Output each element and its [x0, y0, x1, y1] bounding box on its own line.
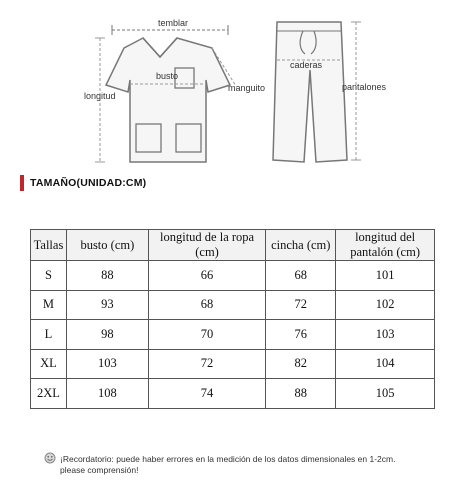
- table-header-row: [31, 230, 435, 261]
- table-cell: 103: [66, 349, 148, 379]
- label-hips: caderas: [290, 60, 323, 70]
- scrubs-diagram: [0, 0, 466, 175]
- table-cell: 105: [336, 379, 435, 409]
- table-cell: 102: [336, 290, 435, 320]
- table-row: [31, 320, 435, 350]
- table-cell: 88: [66, 261, 148, 291]
- smiley-icon: [44, 452, 56, 464]
- table-cell: S: [31, 261, 67, 291]
- table-cell: 82: [266, 349, 336, 379]
- header-cell: Tallas: [31, 230, 67, 261]
- table-cell: 66: [148, 261, 266, 291]
- table-cell: 68: [266, 261, 336, 291]
- header-cell: longitud del pantalón (cm): [336, 230, 435, 261]
- table-cell: 108: [66, 379, 148, 409]
- reminder-note: [60, 454, 395, 476]
- header-cell: longitud de la ropa (cm): [148, 230, 266, 261]
- table-cell: 72: [148, 349, 266, 379]
- table-row: [31, 349, 435, 379]
- table-cell: 98: [66, 320, 148, 350]
- table-cell: M: [31, 290, 67, 320]
- table-row: [31, 261, 435, 291]
- reminder-line-2: please comprensión!: [60, 465, 139, 475]
- table-cell: 68: [148, 290, 266, 320]
- table-cell: 74: [148, 379, 266, 409]
- table-row: [31, 290, 435, 320]
- table-cell: 101: [336, 261, 435, 291]
- table-cell: 72: [266, 290, 336, 320]
- section-header: [20, 175, 146, 191]
- table-cell: 103: [336, 320, 435, 350]
- label-pants: pantalones: [342, 82, 387, 92]
- section-accent-bar: [20, 175, 24, 191]
- table-cell: 2XL: [31, 379, 67, 409]
- label-chest: busto: [156, 71, 179, 81]
- table-cell: 104: [336, 349, 435, 379]
- table-cell: 76: [266, 320, 336, 350]
- reminder-line-1: ¡Recordatorio: puede haber errores en la medición de los datos dimensionales en 1-2cm.: [60, 454, 396, 464]
- label-length: longitud: [84, 91, 116, 101]
- header-cell: busto (cm): [66, 230, 148, 261]
- shirt-outline: [106, 38, 230, 162]
- table-cell: 93: [66, 290, 148, 320]
- table-cell: XL: [31, 349, 67, 379]
- table-row: [31, 379, 435, 409]
- section-title: TAMAÑO(UNIDAD:CM): [30, 177, 147, 189]
- pants-outline: [273, 22, 347, 162]
- size-table: [30, 229, 435, 409]
- table-cell: L: [31, 320, 67, 350]
- header-cell: cincha (cm): [266, 230, 336, 261]
- label-sleeve: manguito: [228, 83, 266, 93]
- label-width: temblar: [158, 18, 189, 28]
- table-cell: 70: [148, 320, 266, 350]
- table-cell: 88: [266, 379, 336, 409]
